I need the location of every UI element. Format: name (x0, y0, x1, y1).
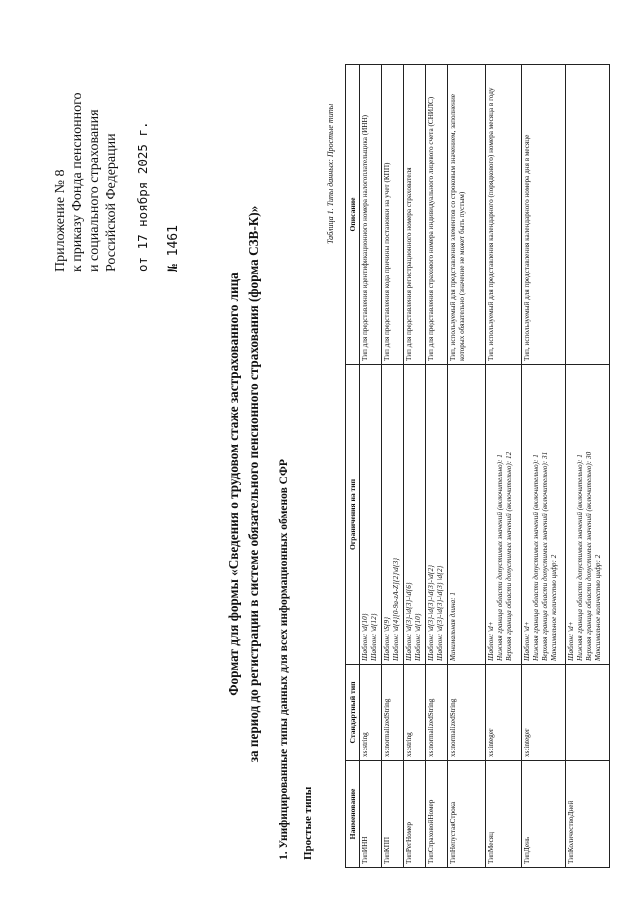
table-row (566, 65, 610, 868)
restriction-line: Максимальное количество цифр: 2 (594, 554, 602, 661)
cell-description: Тип, используемый для представления календарного (порядкового) номера месяца в году (486, 65, 522, 365)
restriction-line: Шаблон: \d{10} (361, 613, 369, 661)
cell-standard-type: xs:integer (522, 665, 566, 761)
header-restrictions: Ограничения на тип (346, 365, 360, 665)
cell-restrictions (360, 365, 382, 665)
cell-type-name: ТипСтраховойНомер (426, 761, 448, 868)
section-heading: 1. Унифицированные типы данных для всех информационных обменов СФР (278, 459, 290, 860)
restriction-line: Шаблон: \d{10} (414, 613, 422, 661)
subsection-heading: Простые типы (302, 786, 314, 860)
header-name: Наименование (346, 761, 360, 868)
restriction-line: Шаблон: \S{9} (383, 616, 391, 661)
types-table (345, 64, 610, 868)
table-row (486, 65, 522, 868)
cell-restrictions (566, 365, 610, 665)
cell-type-name: ТипНепустаяСтрока (448, 761, 486, 868)
cell-standard-type: xs:string (404, 665, 426, 761)
cell-description (566, 65, 610, 365)
types-table-body (360, 65, 610, 868)
restriction-line: Верхняя граница области допустимых значений (включительно): 31 (541, 451, 549, 661)
appendix-line: Приложение № 8 (53, 169, 68, 272)
cell-standard-type (566, 665, 610, 761)
table-row (404, 65, 426, 868)
restriction-line: Нижняя граница области допустимых значений (включительно): 1 (496, 454, 504, 661)
table-row (360, 65, 382, 868)
cell-description: Тип для представления кода причины постановки на учет (КПП) (382, 65, 404, 365)
cell-standard-type: xs:string (360, 665, 382, 761)
restriction-line: Шаблон: \d+ (523, 621, 531, 661)
table-header-row (346, 65, 360, 868)
restriction-line: Минимальная длина: 1 (449, 592, 457, 661)
restriction-line: Шаблон: \d{3}-\d{3}-\d{3} \d{2} (436, 565, 444, 661)
restriction-line: Верхняя граница области допустимых значений (включительно): 30 (585, 451, 593, 661)
restriction-line: Максимальное количество цифр: 2 (550, 554, 558, 661)
restriction-line: Верхняя граница области допустимых значений (включительно): 12 (505, 451, 513, 661)
cell-description: Тип, используемый для представления элементов со строковым значением, заполнение которых обязательно (значение не может быть пустым) (448, 65, 486, 365)
restriction-line: Шаблон: \d{3}-\d{3}-\d{6} (405, 582, 413, 661)
appendix-line: и социального страхования (87, 109, 102, 272)
cell-description: Тип для представления страхового номера индивидуального лицевого счета (СНИЛС) (426, 65, 448, 365)
cell-description: Тип, используемый для представления календарного номера дня в месяце (522, 65, 566, 365)
table-row (426, 65, 448, 868)
cell-description: Тип для представления идентификационного номера налогоплательщика (ИНН) (360, 65, 382, 365)
appendix-line: к приказу Фонда пенсионного (70, 92, 85, 272)
appendix-number: № 1461 (166, 225, 181, 272)
restriction-line: Шаблон: \d{4}[0-9a-zA-Z]{2}\d{3} (392, 557, 400, 661)
table-row (382, 65, 404, 868)
appendix-block (52, 93, 182, 273)
cell-restrictions (448, 365, 486, 665)
cell-type-name: ТипКоличествоДней (566, 761, 610, 868)
cell-description: Тип для представления регистрационного номера страхователя (404, 65, 426, 365)
cell-type-name: ТипДень (522, 761, 566, 868)
document-title-line1: Формат для формы «Сведения о трудовом стаже застрахованного лица (226, 272, 241, 696)
cell-restrictions (404, 365, 426, 665)
restriction-line: Шаблон: \d{12} (370, 613, 378, 661)
cell-standard-type: xs:normalizedString (382, 665, 404, 761)
cell-restrictions (382, 365, 404, 665)
header-description: Описание (346, 65, 360, 365)
cell-restrictions (426, 365, 448, 665)
cell-type-name: ТипМесяц (486, 761, 522, 868)
cell-standard-type: xs:normalizedString (448, 665, 486, 761)
cell-type-name: ТипИНН (360, 761, 382, 868)
appendix-date: от 17 ноября 2025 г. (135, 121, 150, 272)
document-title-line2: за период до регистрации в системе обязательного пенсионного страхования (форма СЗВ-К)» (246, 205, 261, 763)
table-caption: Таблица 1. Типы данных: Простые типы (326, 103, 335, 244)
cell-restrictions (522, 365, 566, 665)
restriction-line: Шаблон: \d{3}-\d{3}-\d{3}-\d{2} (427, 564, 435, 661)
restriction-line: Нижняя граница области допустимых значений (включительно): 1 (532, 454, 540, 661)
cell-type-name: ТипРегНомер (404, 761, 426, 868)
restriction-line: Нижняя граница области допустимых значений (включительно): 1 (576, 454, 584, 661)
cell-type-name: ТипКПП (382, 761, 404, 868)
restriction-line: Шаблон: \d+ (487, 621, 495, 661)
header-standard-type: Стандартный тип (346, 665, 360, 761)
table-row (522, 65, 566, 868)
restriction-line: Шаблон: \d+ (567, 621, 575, 661)
cell-standard-type: xs:normalizedString (426, 665, 448, 761)
appendix-line: Российской Федерации (104, 133, 119, 272)
cell-standard-type: xs:integer (486, 665, 522, 761)
cell-restrictions (486, 365, 522, 665)
table-row (448, 65, 486, 868)
